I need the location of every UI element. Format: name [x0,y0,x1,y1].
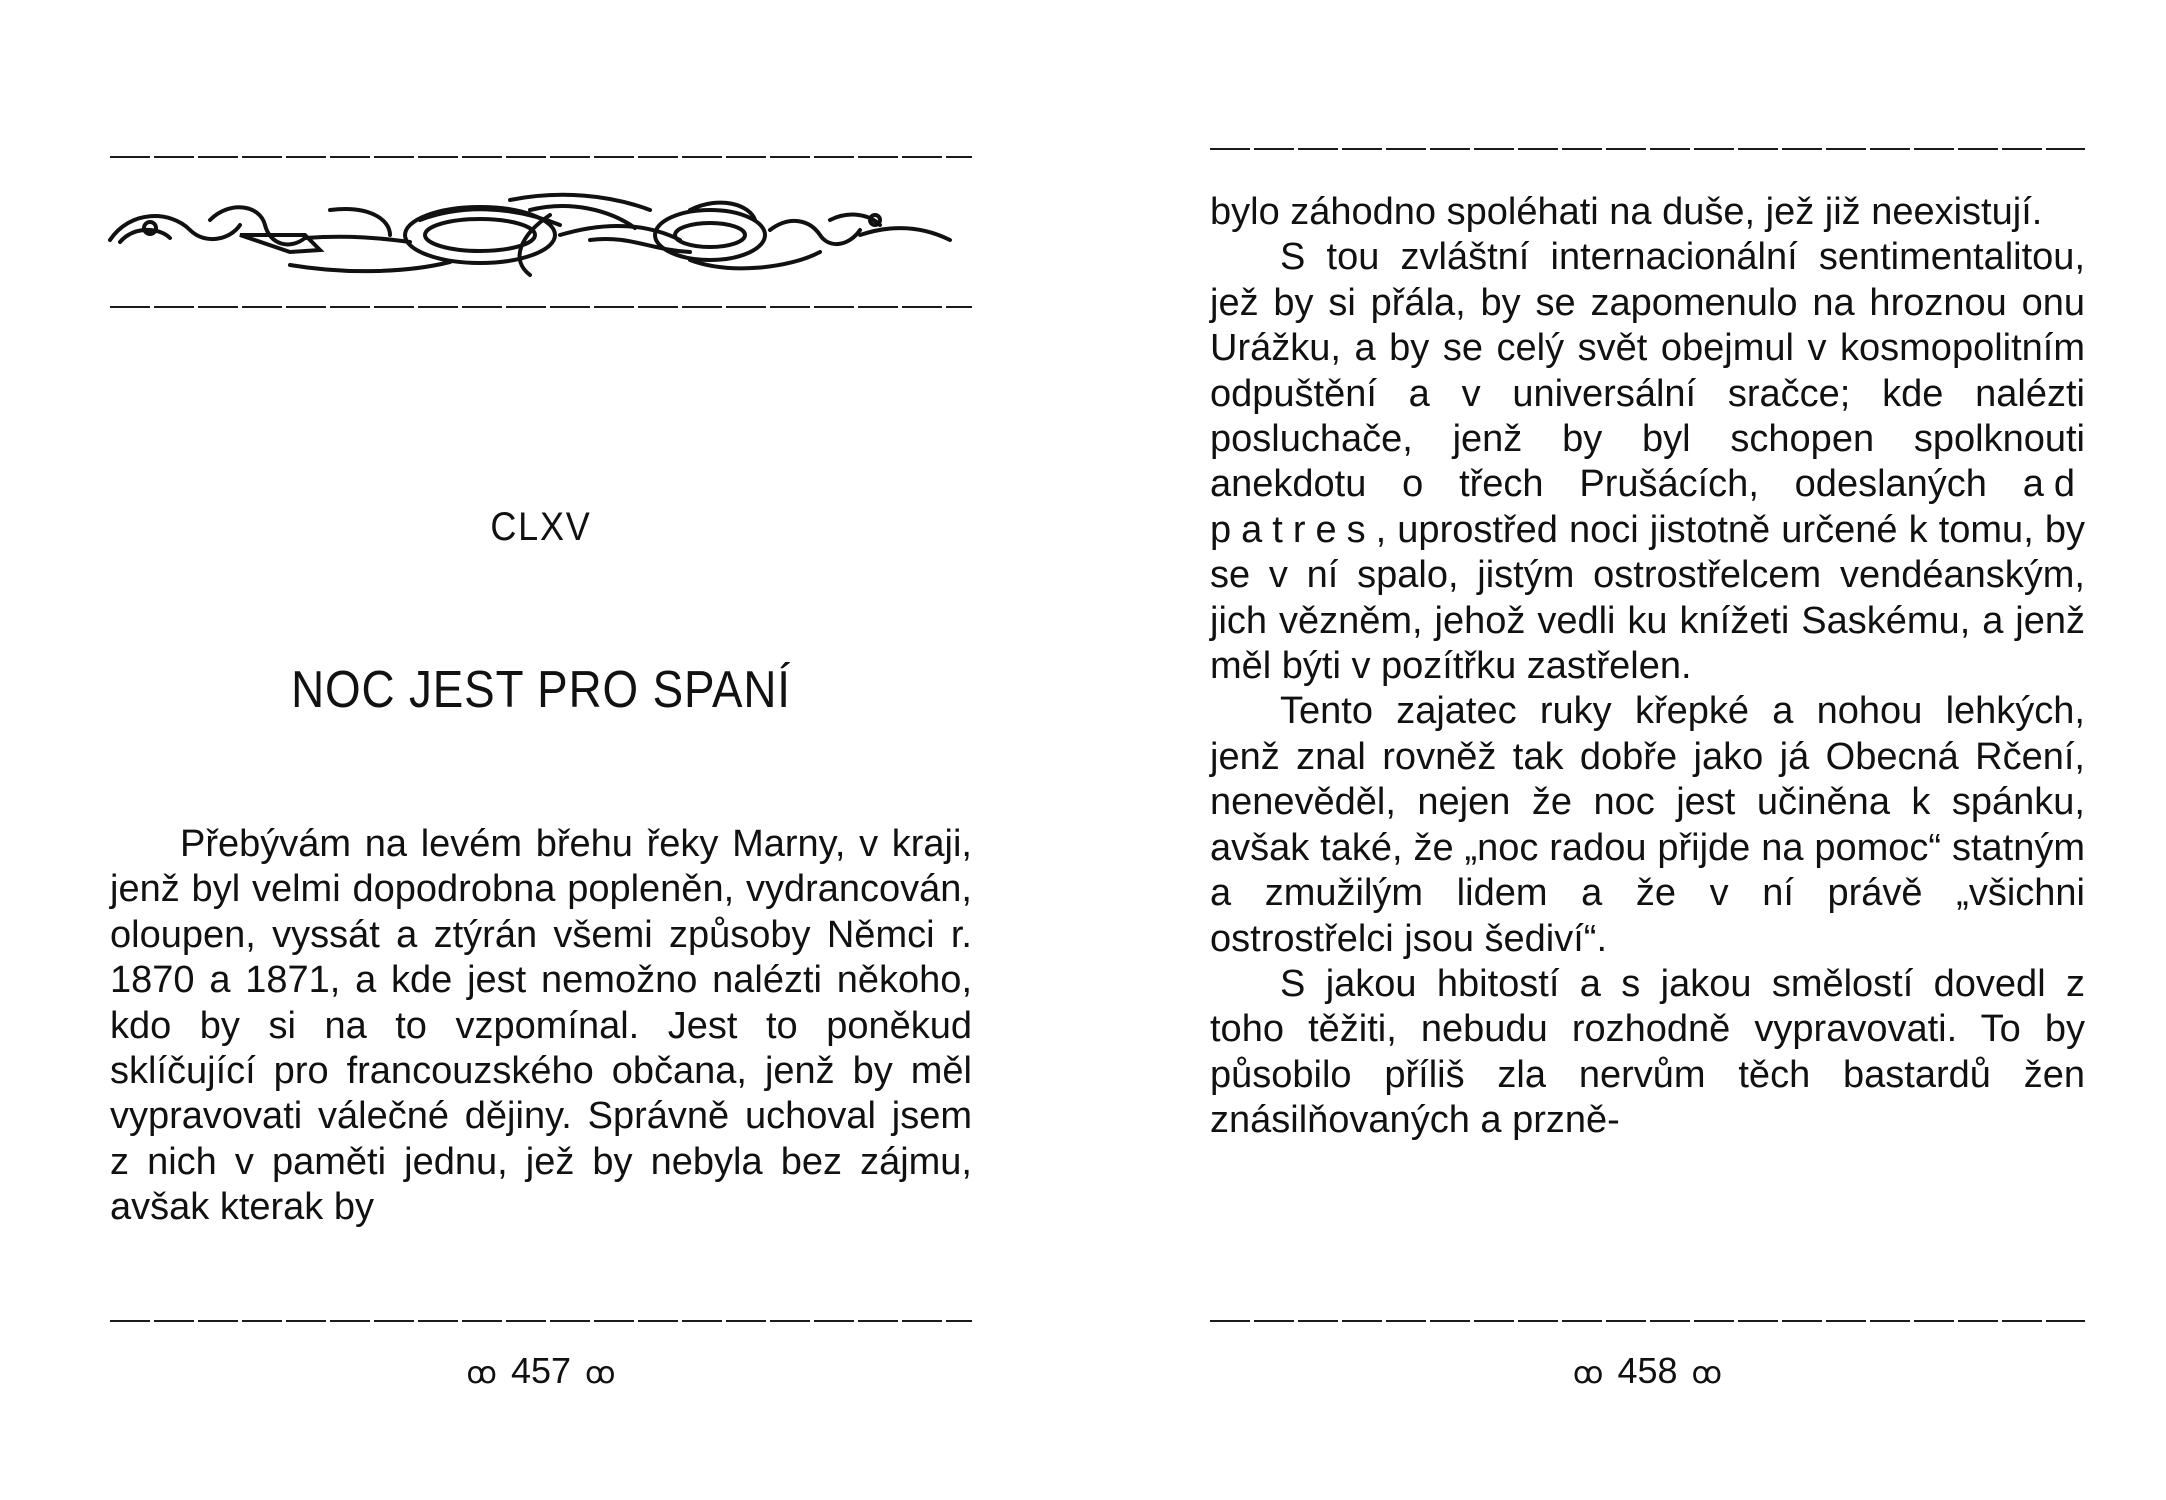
right-body-text [1210,190,2085,1144]
flourish-left-icon: ꝏ [1572,1357,1604,1390]
top-rule [110,156,972,158]
ornamental-headpiece-icon [90,180,990,290]
folio [110,1350,972,1392]
right-page [1210,0,2085,1500]
flourish-left-icon: ꝏ [466,1357,497,1390]
top-rule [1210,148,2085,150]
text-run: , uprostřed noci jistotně určené k tomu, by se v ní spalo, jistým ostrostřelcem vendéanským, jich vězněm, jehož vedli ku knížeti Saskému, a jenž měl býti v pozítřku zastřelen. [1210,508,2085,688]
chapter-title: NOC JEST PRO SPANÍ [291,661,791,719]
ornament-bottom-rule [110,306,972,308]
page-number: 458 [1617,1350,1678,1391]
bottom-rule [1210,1320,2085,1322]
paragraph [1210,235,2085,689]
paragraph: Tento zajatec ruky křepké a nohou lehkých, jenž znal rovněž tak dobře jako já Obecná Rčení, nenevěděl, nejen že noc jest učiněna k spánku, avšak také, že „noc radou přijde na pomoc“ statným a zmužilým lidem a že v ní právě „všichni ostrostřelci jsou šediví“. [1210,690,2085,960]
chapter-number: CLXV [490,505,592,549]
paragraph: Přebývám na levém břehu řeky Marny, v kraji, jenž byl velmi dopodrobna popleněn, vydrancován, oloupen, vyssát a ztýrán všemi způsoby Němci r. 1870 a 1871, a kde jest nemožno nalézti někoho, kdo by si na to vzpomínal. Jest to poněkud sklíčující pro francouzského občana, jenž by měl vypravovati válečné dějiny. Správně uchoval jsem z nich v paměti jednu, jež by nebyla bez zájmu, avšak kterak by [110,823,972,1229]
left-page [110,0,972,1500]
flourish-right-icon: ꝏ [585,1357,616,1390]
flourish-right-icon: ꝏ [1691,1357,1723,1390]
text-run: S tou zvláštní internacionální sentimentalitou, jež by si přála, by se zapomenulo na hroznou onu Urážku, a by se celý svět obejmul v kosmopolitním odpuštění a v universální sračce; kde nalézti posluchače, jenž by byl schopen spolknouti anekdotu o třech Prušácích, odeslaných [1210,236,2085,506]
paragraph: bylo záhodno spoléhati na duše, jež již neexistují. [1210,191,2043,233]
paragraph: S jakou hbitostí a s jakou smělostí dovedl z toho těžiti, nebudu rozhodně vypravovati. To by působilo příliš zla nervům těch bastardů žen znásilňovaných a przně- [1210,962,2085,1142]
latin-phrase: ad patres [1210,463,2085,551]
left-body-text [110,822,972,1231]
bottom-rule [110,1320,972,1322]
folio [1210,1350,2085,1392]
page-number: 457 [510,1350,572,1391]
